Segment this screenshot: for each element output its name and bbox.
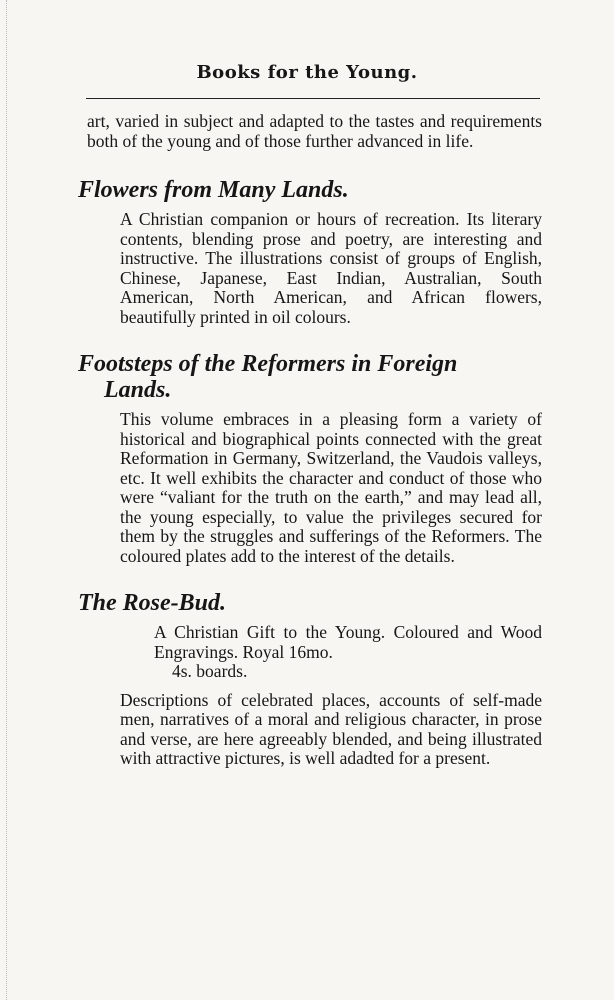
entry-imprint (154, 623, 542, 682)
entry-description: Descriptions of celebrated places, accounts of self-made men, narratives of a moral and religious character, in prose and verse, are here agreeably blended, and being illustrated with attractive pictures, is well adadted for a present. (120, 689, 542, 768)
page-fold-shadow (6, 0, 9, 1000)
imprint-line2: 4s. boards. (172, 661, 248, 681)
entry-title: Flowers from Many Lands. (78, 177, 349, 203)
entry-footsteps (78, 351, 542, 566)
entry-description: A Christian companion or hours of recreation. Its literary contents, blending prose and poetry, are interesting and instructive. The illustrations consist of groups of English, Chinese, Japanese, East Indian, Australian, South American, North American, and African flowers, beautifully printed in oil colours. (120, 209, 542, 327)
entry-title (78, 351, 542, 403)
entry-flowers (78, 177, 542, 327)
running-head: Books for the Young. (196, 62, 418, 83)
entry-title: The Rose-Bud. (78, 590, 227, 616)
page-content (78, 112, 542, 769)
continued-paragraph: art, varied in subject and adapted to the tastes and requirements both of the young and of those further advanced in life. (87, 111, 542, 151)
entry-title-line1: Footsteps of the Reformers in Foreign (78, 351, 458, 377)
imprint-line1: A Christian Gift to the Young. Coloured and Wood Engravings. Royal 16mo. (154, 622, 542, 662)
header-rule (86, 98, 540, 99)
entry-title-line2: Lands. (104, 377, 172, 403)
entry-description: This volume embraces in a pleasing form a variety of historical and biographical points connected with the great Reformation in Germany, Switzerland, the Vaudois valleys, etc. It well exhibits the character and conduct of those who were “valiant for the truth on the earth,” and may lead all, the young especially, to value the privileges secured for them by the struggles and sufferings of the Reformers. The coloured plates add to the interest of the details. (120, 409, 542, 566)
entry-rose-bud (78, 590, 542, 769)
